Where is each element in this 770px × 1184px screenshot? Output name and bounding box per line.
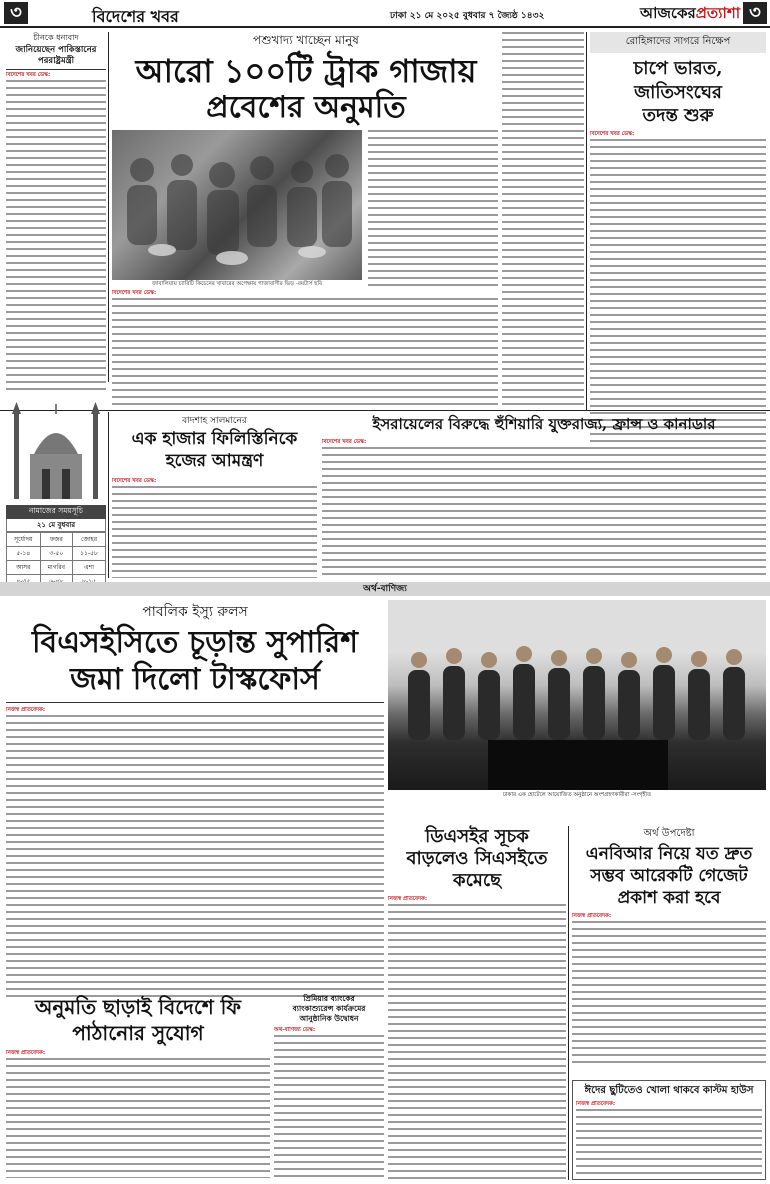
page-number-left: ৩: [4, 2, 28, 24]
permit-story: [6, 994, 270, 1182]
gaza-body-right: [368, 130, 498, 288]
dse-body: নিজস্ব প্রতিবেদক:: [388, 896, 566, 1180]
premier-headline-2: ব্যাংকাশ্যুরেন্স কার্যক্রমের: [292, 1004, 366, 1013]
israel-headline: ইসরায়েলের বিরুদ্ধে হুঁশিয়ারি যুক্তরাজ্য, ফ্রান্স ও কানাডার: [372, 415, 716, 433]
hajj-story: [112, 413, 317, 579]
rohingya-story: [590, 32, 766, 408]
left-story-kicker: চীনকে ধন্যবাদ: [33, 33, 79, 42]
brand-logo: আজকেরপ্রত্যাশা: [640, 4, 741, 22]
nbr-headline-3: প্রকাশ করা হবে: [617, 888, 721, 908]
nbr-headline-1: এনবিআর নিয়ে যত দ্রুত: [585, 844, 753, 864]
mosque-icon: [6, 384, 106, 504]
hajj-headline-2: হজের আমন্ত্রণ: [165, 451, 264, 471]
permit-body: নিজস্ব প্রতিবেদক:: [6, 1050, 270, 1178]
eid-story: [572, 1080, 766, 1180]
dse-headline-3: কমেছে: [453, 870, 501, 891]
left-story-headline: জানিয়েছেন পাকিস্তানের পররাষ্ট্রমন্ত্রী: [15, 45, 97, 66]
premier-headline-3: আনুষ্ঠানিক উদ্বোধন: [299, 1014, 359, 1023]
prayer-times: [6, 505, 106, 589]
bsec-body: নিজস্ব প্রতিবেদক:: [6, 707, 384, 997]
gaza-kicker: পশুখাদ্য খাচ্ছেন মানুষ: [253, 33, 359, 47]
israel-body: বিদেশের খবর ডেস্ক:: [322, 439, 766, 577]
prayer-date: ২১ মে বুধবার: [6, 519, 106, 532]
gaza-headline-2: প্রবেশের অনুমতি: [206, 90, 406, 125]
masthead-rule: [0, 26, 770, 28]
hajj-headline-1: এক হাজার ফিলিস্তিনিকে: [131, 429, 298, 449]
gaza-photo: [112, 130, 362, 280]
dse-headline-1: ডিএসইর সূচক: [425, 826, 529, 847]
event-photo-caption: ঢাকার এক হোটেলে আয়োজিত অনুষ্ঠানে অংশগ্রহণকারীরা -সংগৃহীত: [502, 792, 652, 798]
rohingya-kicker: রোহিঙ্গাদের সাগরে নিক্ষেপ: [590, 32, 766, 53]
permit-headline-1: অনুমতি ছাড়াই বিদেশে ফি: [35, 995, 241, 1019]
left-story-body: বিদেশের খবর ডেস্ক:: [6, 72, 106, 392]
permit-headline-2: পাঠানোর সুযোগ: [72, 1021, 204, 1045]
business-section-bar: [0, 582, 770, 596]
eid-headline: ঈদের ছুটিতেও খোলা থাকবে কাস্টম হাউস: [584, 1085, 754, 1096]
nbr-story: [572, 826, 766, 1076]
gaza-headline-1: আরো ১০০টি ট্রাক গাজায়: [135, 52, 477, 90]
section-title: বিদেশের খবর: [92, 7, 179, 26]
nbr-kicker: অর্থ উপদেষ্টা: [643, 828, 695, 839]
dateline: ঢাকা ২১ মে ২০২৫ বুধবার ৭ জ্যৈষ্ঠ ১৪৩২: [390, 11, 545, 21]
israel-story: [322, 413, 766, 579]
eid-body: নিজস্ব প্রতিবেদক:: [576, 1101, 762, 1177]
nbr-headline-2: সম্ভব আরেকটি গেজেট: [590, 866, 748, 886]
mosque-illustration: [6, 384, 106, 504]
hajj-kicker: বাদশাহ সালমানের: [182, 416, 247, 426]
crowd-illustration: [112, 130, 362, 280]
gaza-body-bottom: বিদেশের খবর ডেস্ক:: [112, 290, 498, 406]
masthead: [0, 0, 770, 30]
premier-story: [274, 994, 384, 1182]
prayer-title: নামাজের সময়সূচি: [6, 505, 106, 519]
prayer-table: সূর্যোদয় ফজর জোহর ৫-১৪ ৩-৫০ ১১-৫৮ আসর মাগরিব এশা: [6, 532, 106, 589]
hajj-body: বিদেশের খবর ডেস্ক:: [112, 478, 317, 578]
dse-headline-2: বাড়লেও সিএসইতে: [406, 848, 548, 869]
bsec-headline-2: জমা দিলো টাস্কফোর্স: [70, 662, 320, 697]
gaza-story: [112, 32, 500, 408]
nbr-body: নিজস্ব প্রতিবেদক:: [572, 913, 766, 1063]
bsec-story: [6, 600, 384, 990]
middle-column-text: [502, 32, 584, 408]
rohingya-headline-1: চাপে ভারত, জাতিসংঘের: [633, 58, 723, 103]
premier-body: অর্থ-বাণিজ্য ডেস্ক:: [274, 1027, 384, 1177]
premier-headline-1: প্রিমিয়ার ব্যাংকের: [303, 994, 355, 1003]
gaza-photo-caption: জাবালিয়ায় চ্যারিটি কিচেনের খাবারের অপেক্ষায় গাজাবাসীর ভিড় -রয়টার্স ছবি: [151, 281, 323, 287]
rohingya-headline-2: তদন্ত শুরু: [642, 105, 714, 126]
bsec-kicker: পাবলিক ইস্যু রুলস: [142, 604, 248, 620]
event-illustration: [388, 600, 766, 790]
page-number-right: ৩: [743, 2, 767, 24]
event-photo: [388, 600, 766, 790]
business-section-label: অর্থ-বাণিজ্য: [363, 584, 407, 594]
dse-story: [388, 826, 566, 1182]
rohingya-body: বিদেশের খবর ডেস্ক:: [590, 131, 766, 443]
left-story: [6, 32, 106, 382]
bsec-headline-1: বিএসইসিতে চূড়ান্ত সুপারিশ: [31, 625, 359, 660]
